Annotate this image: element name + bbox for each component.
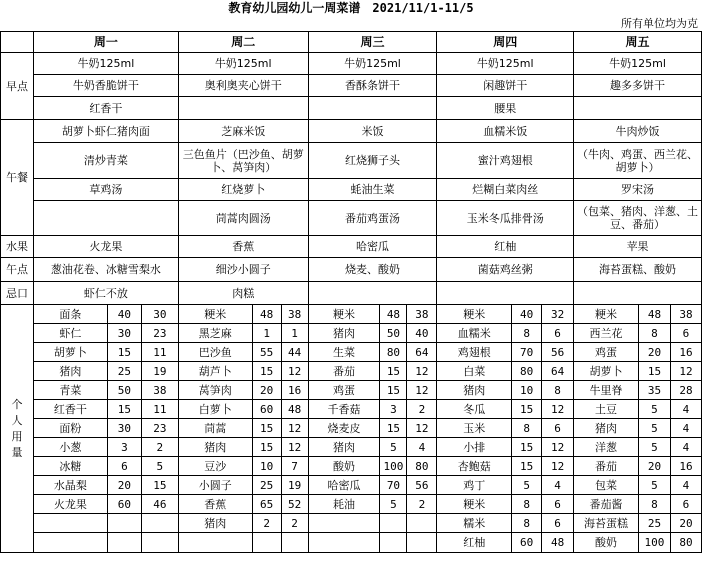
ingredient-name: 玉米 (437, 419, 512, 438)
ingredient-qty-b: 4 (670, 400, 701, 419)
ingredient-qty-b: 5 (141, 457, 178, 476)
ingredient-qty-b: 80 (407, 457, 437, 476)
ingredient-qty-a (380, 514, 407, 533)
ingredient-qty-a: 100 (638, 533, 670, 553)
avoid-item (574, 282, 702, 305)
ingredient-qty-b: 12 (542, 438, 574, 457)
day-header: 周四 (437, 32, 574, 53)
ingredient-name: 红柚 (437, 533, 512, 553)
ingredient-name: 土豆 (574, 400, 639, 419)
ingredient-qty-b: 40 (407, 324, 437, 343)
lunch-item (33, 201, 178, 236)
fruit-item: 哈密瓜 (308, 236, 437, 258)
ingredient-name: 西兰花 (574, 324, 639, 343)
ingredient-qty-b: 4 (670, 438, 701, 457)
ingredient-qty-a: 100 (380, 457, 407, 476)
ingredient-qty-a: 40 (512, 305, 542, 324)
ingredient-qty-b: 38 (141, 381, 178, 400)
ingredient-qty-a: 6 (107, 457, 141, 476)
ingredient-qty-a: 8 (512, 419, 542, 438)
day-header: 周一 (33, 32, 178, 53)
ingredient-qty-b: 19 (281, 476, 308, 495)
ingredient-qty-b: 15 (141, 476, 178, 495)
ingredient-qty-b: 52 (281, 495, 308, 514)
ingredient-qty-a (107, 514, 141, 533)
ingredient-name: 番茄 (574, 457, 639, 476)
ingredient-qty-a: 5 (638, 476, 670, 495)
ingredient-qty-b: 12 (407, 381, 437, 400)
ingredient-qty-b (407, 514, 437, 533)
lunch-item: 三色鱼片（巴沙鱼、胡萝卜、莴笋肉） (178, 143, 308, 179)
ingredient-name: 水晶梨 (33, 476, 107, 495)
ingredient-qty-b: 1 (281, 324, 308, 343)
ingredient-name: 猪肉 (437, 381, 512, 400)
ingredient-name: 冰糖 (33, 457, 107, 476)
ingredient-name: 牛里脊 (574, 381, 639, 400)
lunch-item: （包菜、猪肉、洋葱、土豆、番茄） (574, 201, 702, 236)
ingredient-name: 黑芝麻 (178, 324, 252, 343)
ingredient-qty-b: 56 (542, 343, 574, 362)
ingredient-qty-a: 8 (638, 495, 670, 514)
snack-item: 细沙小圆子 (178, 258, 308, 282)
ingredient-qty-b: 11 (141, 400, 178, 419)
ingredient-name: 面条 (33, 305, 107, 324)
section-fruit: 水果 (1, 236, 34, 258)
ingredient-name: 猪肉 (178, 438, 252, 457)
breakfast-item (308, 97, 437, 120)
ingredient-name: 千香菇 (308, 400, 380, 419)
ingredient-name: 血糯米 (437, 324, 512, 343)
fruit-item: 香蕉 (178, 236, 308, 258)
ingredient-qty-a: 2 (252, 514, 281, 533)
ingredient-qty-b: 16 (670, 457, 701, 476)
ingredient-qty-b: 12 (542, 400, 574, 419)
ingredient-qty-a: 70 (380, 476, 407, 495)
avoid-item (308, 282, 437, 305)
ingredient-qty-a: 15 (512, 400, 542, 419)
ingredient-qty-b (281, 533, 308, 553)
lunch-item: 米饭 (308, 120, 437, 143)
breakfast-item (178, 97, 308, 120)
ingredient-qty-b (141, 514, 178, 533)
ingredient-name: 粳米 (574, 305, 639, 324)
ingredient-qty-b: 38 (670, 305, 701, 324)
ingredient-qty-b: 12 (670, 362, 701, 381)
ingredient-qty-a: 15 (512, 457, 542, 476)
fruit-item: 火龙果 (33, 236, 178, 258)
lunch-item: 清炒青菜 (33, 143, 178, 179)
fruit-item: 红柚 (437, 236, 574, 258)
ingredient-qty-b: 6 (670, 324, 701, 343)
ingredient-name: 鸡翅根 (437, 343, 512, 362)
ingredient-qty-a: 20 (638, 343, 670, 362)
lunch-item: 蚝油生菜 (308, 179, 437, 201)
ingredient-qty-b: 48 (542, 533, 574, 553)
ingredient-name: 面粉 (33, 419, 107, 438)
ingredient-qty-a: 5 (638, 419, 670, 438)
ingredient-qty-a: 80 (512, 362, 542, 381)
lunch-item: 芝麻米饭 (178, 120, 308, 143)
ingredient-qty-a: 30 (107, 324, 141, 343)
ingredient-qty-b: 7 (281, 457, 308, 476)
ingredient-qty-b: 12 (281, 438, 308, 457)
section-lunch: 午餐 (1, 120, 34, 236)
ingredient-name: 烧麦皮 (308, 419, 380, 438)
ingredient-qty-a: 70 (512, 343, 542, 362)
ingredient-qty-a: 60 (107, 495, 141, 514)
snack-item: 海苔蛋糕、酸奶 (574, 258, 702, 282)
ingredient-qty-a: 30 (107, 419, 141, 438)
ingredient-qty-a: 20 (107, 476, 141, 495)
ingredient-qty-b: 2 (281, 514, 308, 533)
ingredient-qty-b: 64 (407, 343, 437, 362)
section-breakfast: 早点 (1, 53, 34, 120)
breakfast-item: 牛奶125ml (308, 53, 437, 75)
ingredient-qty-a: 65 (252, 495, 281, 514)
ingredient-qty-b: 20 (670, 514, 701, 533)
ingredient-name: 香蕉 (178, 495, 252, 514)
ingredient-qty-b: 4 (670, 476, 701, 495)
lunch-item: 罗宋汤 (574, 179, 702, 201)
ingredient-qty-b: 6 (542, 324, 574, 343)
ingredient-name: 鸡蛋 (574, 343, 639, 362)
ingredient-name: 粳米 (437, 495, 512, 514)
ingredient-qty-a: 15 (107, 400, 141, 419)
ingredient-name: 巴沙鱼 (178, 343, 252, 362)
ingredient-name: 酸奶 (574, 533, 639, 553)
ingredient-qty-a: 25 (252, 476, 281, 495)
ingredient-qty-b: 6 (542, 419, 574, 438)
ingredient-qty-a: 25 (107, 362, 141, 381)
ingredient-name: 猪肉 (308, 324, 380, 343)
ingredient-qty-b: 32 (542, 305, 574, 324)
ingredient-qty-b: 6 (542, 495, 574, 514)
ingredient-qty-a (380, 533, 407, 553)
ingredient-qty-a: 3 (380, 400, 407, 419)
ingredient-qty-b: 4 (542, 476, 574, 495)
breakfast-item: 牛奶125ml (574, 53, 702, 75)
breakfast-item: 趣多多饼干 (574, 75, 702, 97)
avoid-item (437, 282, 574, 305)
ingredient-name: 番茄酱 (574, 495, 639, 514)
ingredient-name: 红香干 (33, 400, 107, 419)
ingredient-qty-b: 12 (542, 457, 574, 476)
ingredient-qty-b: 16 (670, 343, 701, 362)
ingredient-qty-a: 8 (512, 495, 542, 514)
ingredient-qty-b: 48 (281, 400, 308, 419)
ingredient-name: 茼蒿 (178, 419, 252, 438)
ingredient-qty-b: 4 (670, 419, 701, 438)
ingredient-name: 豆沙 (178, 457, 252, 476)
ingredient-name: 洋葱 (574, 438, 639, 457)
avoid-item: 肉糕 (178, 282, 308, 305)
ingredient-qty-b: 19 (141, 362, 178, 381)
ingredient-qty-b: 2 (407, 495, 437, 514)
ingredient-qty-a: 50 (380, 324, 407, 343)
ingredient-qty-a: 15 (252, 362, 281, 381)
avoid-item: 虾仁不放 (33, 282, 178, 305)
ingredient-qty-a: 15 (252, 419, 281, 438)
snack-item: 菌菇鸡丝粥 (437, 258, 574, 282)
breakfast-item: 闲趣饼干 (437, 75, 574, 97)
ingredient-name: 火龙果 (33, 495, 107, 514)
ingredient-qty-a: 25 (638, 514, 670, 533)
ingredient-qty-b: 80 (670, 533, 701, 553)
ingredient-name: 青菜 (33, 381, 107, 400)
ingredient-qty-b: 23 (141, 419, 178, 438)
ingredient-name: 酸奶 (308, 457, 380, 476)
ingredient-name: 杏鲍菇 (437, 457, 512, 476)
ingredient-qty-b: 6 (542, 514, 574, 533)
ingredient-qty-a (107, 533, 141, 553)
ingredient-qty-a: 20 (638, 457, 670, 476)
ingredient-name: 胡萝卜 (574, 362, 639, 381)
breakfast-item: 香酥条饼干 (308, 75, 437, 97)
ingredient-qty-a: 80 (380, 343, 407, 362)
lunch-item: 茼蒿肉圆汤 (178, 201, 308, 236)
breakfast-item: 牛奶125ml (178, 53, 308, 75)
ingredient-name: 包菜 (574, 476, 639, 495)
ingredient-name: 海苔蛋糕 (574, 514, 639, 533)
ingredient-qty-a: 5 (380, 495, 407, 514)
ingredient-qty-a: 15 (380, 419, 407, 438)
lunch-item: 烂糊白菜肉丝 (437, 179, 574, 201)
ingredient-qty-a: 8 (512, 324, 542, 343)
ingredient-qty-b: 30 (141, 305, 178, 324)
ingredient-qty-b: 12 (407, 362, 437, 381)
ingredient-name (33, 514, 107, 533)
date-range: 2021/11/1-11/5 (372, 1, 474, 15)
lunch-item: 番茄鸡蛋汤 (308, 201, 437, 236)
day-header: 周三 (308, 32, 437, 53)
ingredient-qty-a: 15 (252, 438, 281, 457)
ingredient-qty-a: 10 (512, 381, 542, 400)
ingredient-qty-b (141, 533, 178, 553)
breakfast-item: 牛奶125ml (437, 53, 574, 75)
ingredient-qty-b: 2 (407, 400, 437, 419)
ingredient-name: 胡萝卜 (33, 343, 107, 362)
title-text: 教育幼儿园幼儿一周菜谱 (228, 1, 361, 15)
ingredient-qty-b: 46 (141, 495, 178, 514)
lunch-item: 红烧狮子头 (308, 143, 437, 179)
ingredient-name (308, 533, 380, 553)
ingredient-name: 耗油 (308, 495, 380, 514)
ingredient-qty-b: 8 (542, 381, 574, 400)
snack-item: 烧麦、酸奶 (308, 258, 437, 282)
ingredient-name: 糯米 (437, 514, 512, 533)
ingredient-name: 哈密瓜 (308, 476, 380, 495)
ingredient-qty-b: 56 (407, 476, 437, 495)
ingredient-name (178, 533, 252, 553)
ingredient-qty-b: 4 (407, 438, 437, 457)
fruit-item: 苹果 (574, 236, 702, 258)
lunch-item: 蜜汁鸡翅根 (437, 143, 574, 179)
ingredient-name: 猪肉 (33, 362, 107, 381)
ingredient-qty-b: 16 (281, 381, 308, 400)
breakfast-item: 腰果 (437, 97, 574, 120)
ingredient-qty-a: 5 (638, 400, 670, 419)
menu-table (0, 31, 702, 553)
breakfast-item: 红香干 (33, 97, 178, 120)
ingredient-qty-a: 8 (638, 324, 670, 343)
ingredient-qty-a: 15 (638, 362, 670, 381)
ingredient-name: 生菜 (308, 343, 380, 362)
ingredient-name: 粳米 (178, 305, 252, 324)
ingredient-qty-a: 60 (512, 533, 542, 553)
section-avoid: 忌口 (1, 282, 34, 305)
snack-item: 葱油花卷、冰糖雪梨水 (33, 258, 178, 282)
ingredient-qty-a: 55 (252, 343, 281, 362)
ingredient-qty-a: 3 (107, 438, 141, 457)
ingredient-qty-b: 6 (670, 495, 701, 514)
ingredient-name: 虾仁 (33, 324, 107, 343)
ingredient-name: 莴笋肉 (178, 381, 252, 400)
lunch-item: 玉米冬瓜排骨汤 (437, 201, 574, 236)
breakfast-item: 奥利奥夹心饼干 (178, 75, 308, 97)
lunch-item: （牛肉、鸡蛋、西兰花、胡萝卜） (574, 143, 702, 179)
ingredient-qty-b: 12 (407, 419, 437, 438)
unit-note: 所有单位均为克 (621, 17, 698, 30)
ingredient-name: 粳米 (437, 305, 512, 324)
breakfast-item: 牛奶香脆饼干 (33, 75, 178, 97)
lunch-item: 血糯米饭 (437, 120, 574, 143)
ingredient-qty-b: 2 (141, 438, 178, 457)
day-header: 周二 (178, 32, 308, 53)
ingredient-qty-b: 38 (407, 305, 437, 324)
ingredient-name: 番茄 (308, 362, 380, 381)
ingredient-qty-b: 28 (670, 381, 701, 400)
ingredient-name: 猪肉 (574, 419, 639, 438)
ingredient-qty-a: 15 (107, 343, 141, 362)
ingredient-name: 白菜 (437, 362, 512, 381)
ingredient-qty-b: 12 (281, 362, 308, 381)
ingredient-qty-a: 20 (252, 381, 281, 400)
section-personal-label: 个人用量 (11, 397, 23, 459)
ingredient-name: 粳米 (308, 305, 380, 324)
ingredient-qty-a: 48 (638, 305, 670, 324)
ingredient-name: 小排 (437, 438, 512, 457)
section-personal (1, 305, 34, 553)
ingredient-qty-a: 1 (252, 324, 281, 343)
ingredient-name: 小葱 (33, 438, 107, 457)
ingredient-qty-b (407, 533, 437, 553)
lunch-item: 胡萝卜虾仁猪肉面 (33, 120, 178, 143)
ingredient-qty-a: 5 (512, 476, 542, 495)
ingredient-name: 葫芦卜 (178, 362, 252, 381)
day-header: 周五 (574, 32, 702, 53)
ingredient-qty-b: 44 (281, 343, 308, 362)
corner-cell (1, 32, 34, 53)
breakfast-item: 牛奶125ml (33, 53, 178, 75)
ingredient-qty-a: 8 (512, 514, 542, 533)
ingredient-name: 小圆子 (178, 476, 252, 495)
breakfast-item (574, 97, 702, 120)
section-snack: 午点 (1, 258, 34, 282)
ingredient-name: 冬瓜 (437, 400, 512, 419)
ingredient-name: 鸡蛋 (308, 381, 380, 400)
ingredient-qty-a: 35 (638, 381, 670, 400)
ingredient-qty-b: 38 (281, 305, 308, 324)
ingredient-qty-a: 10 (252, 457, 281, 476)
ingredient-name (33, 533, 107, 553)
ingredient-qty-a: 15 (380, 362, 407, 381)
ingredient-qty-a: 48 (380, 305, 407, 324)
ingredient-qty-a: 5 (638, 438, 670, 457)
lunch-item: 红烧萝卜 (178, 179, 308, 201)
ingredient-name: 猪肉 (178, 514, 252, 533)
lunch-item: 草鸡汤 (33, 179, 178, 201)
ingredient-qty-b: 23 (141, 324, 178, 343)
ingredient-qty-b: 12 (281, 419, 308, 438)
ingredient-qty-a: 15 (512, 438, 542, 457)
ingredient-qty-a: 40 (107, 305, 141, 324)
ingredient-qty-b: 64 (542, 362, 574, 381)
ingredient-name (308, 514, 380, 533)
ingredient-qty-a (252, 533, 281, 553)
ingredient-name: 猪肉 (308, 438, 380, 457)
ingredient-name: 白萝卜 (178, 400, 252, 419)
ingredient-qty-a: 50 (107, 381, 141, 400)
ingredient-qty-a: 48 (252, 305, 281, 324)
ingredient-qty-a: 5 (380, 438, 407, 457)
page-title (0, 0, 702, 16)
ingredient-name: 鸡丁 (437, 476, 512, 495)
ingredient-qty-a: 60 (252, 400, 281, 419)
ingredient-qty-a: 15 (380, 381, 407, 400)
lunch-item: 牛肉炒饭 (574, 120, 702, 143)
ingredient-qty-b: 11 (141, 343, 178, 362)
